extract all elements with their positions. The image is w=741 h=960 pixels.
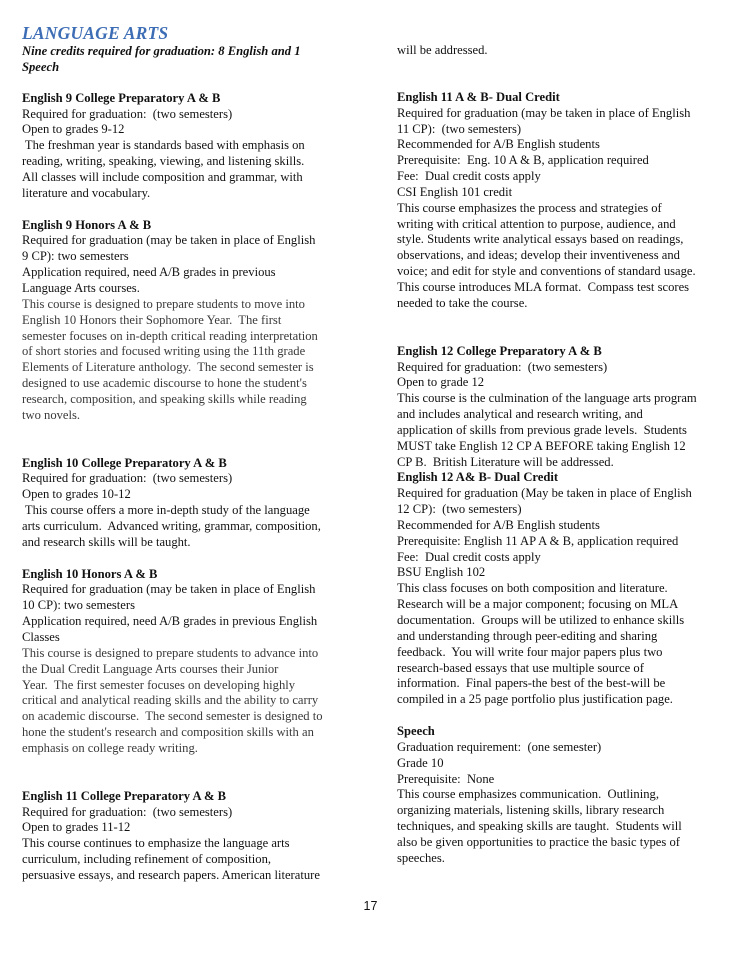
course-line: CP B. British Literature will be addressed. xyxy=(397,454,614,469)
page-number: 17 xyxy=(363,899,378,913)
course-heading: English 10 Honors A & B xyxy=(22,566,158,581)
course-line: Language Arts courses. xyxy=(22,280,140,295)
course-block xyxy=(22,91,362,202)
course-line: literature and vocabulary. xyxy=(22,185,151,200)
course-line: The freshman year is standards based with emphasis on xyxy=(22,138,305,153)
course-line: Year. The first semester focuses on developing highly xyxy=(22,677,296,692)
course-line: observations, and ideas; develop their inventiveness and xyxy=(397,248,680,263)
course-line: speeches. xyxy=(397,850,445,865)
course-line: Prerequisite: Eng. 10 A & B, application required xyxy=(397,153,649,168)
course-heading: English 9 College Preparatory A & B xyxy=(22,90,221,105)
course-line: Required for graduation (may be taken in place of English xyxy=(397,105,691,120)
course-line: feedback. You will write four major papers plus two xyxy=(397,644,663,659)
course-line: Research will be a major component; focusing on MLA xyxy=(397,597,679,612)
course-line: two novels. xyxy=(22,407,81,422)
course-line: This class focuses on both composition and literature. xyxy=(397,581,668,596)
course-line: style. Students write analytical essays based on readings, xyxy=(397,232,684,247)
course-line: on academic discourse. The second semester is designed to xyxy=(22,709,323,724)
course-line: writing with critical attention to purpose, audience, and xyxy=(397,216,676,231)
course-line: Required for graduation: (two semesters) xyxy=(22,106,233,121)
subtitle-line: Nine credits required for graduation: 8 English and 1 xyxy=(22,44,301,58)
course-line: Open to grades 9-12 xyxy=(22,122,125,137)
course-block xyxy=(22,456,362,551)
page-title: LANGUAGE ARTS xyxy=(22,23,169,43)
course-heading: English 11 College Preparatory A & B xyxy=(22,788,227,803)
course-heading: Speech xyxy=(397,724,435,739)
course-line: techniques, and speaking skills are taught. Students will xyxy=(397,819,682,834)
course-line: voice; and edit for style and conventions of standard usage. xyxy=(397,264,696,279)
course-line: Recommended for A/B English students xyxy=(397,517,600,532)
course-block xyxy=(397,344,727,471)
course-line: All classes will include composition and grammar, with xyxy=(22,169,303,184)
course-line: Open to grades 10-12 xyxy=(22,487,131,502)
course-line: Prerequisite: None xyxy=(397,771,495,786)
course-line: This course introduces MLA format. Compass test scores xyxy=(397,279,690,294)
course-line: and understanding through peer-editing and sharing xyxy=(397,628,658,643)
course-line: Graduation requirement: (one semester) xyxy=(397,739,602,754)
course-line: Prerequisite: English 11 AP A & B, application required xyxy=(397,533,679,548)
course-line: critical and analytical reading skills and the ability to carry xyxy=(22,693,319,708)
course-line: hone the student's research and composition skills with an xyxy=(22,725,314,740)
course-heading: English 9 Honors A & B xyxy=(22,217,152,232)
course-line: compiled in a 25 page portfolio plus justification page. xyxy=(397,692,673,707)
course-line: Application required, need A/B grades in previous English xyxy=(22,614,318,629)
course-line: arts curriculum. Advanced writing, grammar, composition, xyxy=(22,518,321,533)
course-line: Elements of Literature anthology. The second semester is xyxy=(22,360,314,375)
course-heading: English 12 College Preparatory A & B xyxy=(397,343,602,358)
course-line: Required for graduation: (two semesters) xyxy=(22,804,233,819)
course-line: 10 CP): two semesters xyxy=(22,598,135,613)
course-line: This course is the culmination of the language arts program xyxy=(397,391,697,406)
course-line: Required for graduation (May be taken in place of English xyxy=(397,486,692,501)
course-line: organizing materials, listening skills, library research xyxy=(397,803,665,818)
course-line: and research skills will be taught. xyxy=(22,534,191,549)
course-line: needed to take the course. xyxy=(397,295,528,310)
course-heading: English 11 A & B- Dual Credit xyxy=(397,89,560,104)
course-line: emphasis on college ready writing. xyxy=(22,740,198,755)
course-line: 11 CP): (two semesters) xyxy=(397,121,522,136)
continued-text: will be addressed. xyxy=(397,43,488,57)
course-line: Recommended for A/B English students xyxy=(397,137,600,152)
course-line: research, composition, and speaking skills while reading xyxy=(22,391,307,406)
course-line: of short stories and focused writing using the 11th grade xyxy=(22,344,306,359)
left-column xyxy=(22,22,362,884)
course-line: Grade 10 xyxy=(397,755,444,770)
right-column xyxy=(397,43,727,867)
course-line: This course continues to emphasize the language arts xyxy=(22,836,290,851)
course-line: BSU English 102 xyxy=(397,565,486,580)
course-line: This course offers a more in-depth study of the language xyxy=(22,503,310,518)
course-line: Open to grades 11-12 xyxy=(22,820,131,835)
course-line: curriculum, including refinement of composition, xyxy=(22,852,272,867)
course-line: 9 CP): two semesters xyxy=(22,249,129,264)
course-line: research-based essays that use multiple source of xyxy=(397,660,644,675)
course-line: reading, writing, speaking, viewing, and listening skills. xyxy=(22,154,305,169)
course-line: This course emphasizes the process and strategies of xyxy=(397,200,662,215)
course-line: This course emphasizes communication. Outlining, xyxy=(397,787,659,802)
course-line: and includes analytical and research writing, and xyxy=(397,407,643,422)
course-line: Fee: Dual credit costs apply xyxy=(397,169,541,184)
course-line: MUST take English 12 CP A BEFORE taking English 12 xyxy=(397,438,686,453)
course-line: English 10 Honors their Sophomore Year. The first xyxy=(22,312,282,327)
course-heading: English 12 A& B- Dual Credit xyxy=(397,470,559,485)
course-line: Required for graduation: (two semesters) xyxy=(22,471,233,486)
course-line: Application required, need A/B grades in previous xyxy=(22,265,276,280)
course-line: Required for graduation (may be taken in place of English xyxy=(22,233,316,248)
course-line: This course is designed to prepare students to advance into xyxy=(22,645,319,660)
course-line: This course is designed to prepare students to move into xyxy=(22,296,305,311)
course-line: information. Final papers-the best of the best-will be xyxy=(397,676,666,691)
course-line: Required for graduation (may be taken in place of English xyxy=(22,582,316,597)
subtitle-line: Speech xyxy=(22,59,60,74)
course-line: designed to use academic discourse to hone the student's xyxy=(22,376,307,391)
right-course-list xyxy=(397,90,727,867)
course-heading: English 10 College Preparatory A & B xyxy=(22,455,227,470)
course-line: Classes xyxy=(22,630,60,644)
course-line: the Dual Credit Language Arts courses their Junior xyxy=(22,661,279,676)
course-line: Required for graduation: (two semesters) xyxy=(397,359,608,374)
course-line: documentation. Groups will be utilized to enhance skills xyxy=(397,613,685,627)
course-block xyxy=(22,218,362,424)
course-line: 12 CP): (two semesters) xyxy=(397,502,522,517)
course-line: CSI English 101 credit xyxy=(397,184,513,199)
course-line: Fee: Dual credit costs apply xyxy=(397,549,541,564)
course-block xyxy=(397,90,727,312)
course-block xyxy=(22,789,362,884)
left-course-list xyxy=(22,91,362,884)
course-line: also be given opportunities to practice the basic types of xyxy=(397,834,680,849)
course-block xyxy=(397,470,727,708)
subtitle xyxy=(22,44,362,76)
course-line: persuasive essays, and research papers. American literature xyxy=(22,867,320,882)
course-line: application of skills from previous grade levels. Students xyxy=(397,422,687,437)
course-line: Open to grade 12 xyxy=(397,375,485,390)
course-block xyxy=(22,567,362,757)
course-line: semester focuses on in-depth critical reading interpretation xyxy=(22,328,318,343)
course-block xyxy=(397,724,727,867)
